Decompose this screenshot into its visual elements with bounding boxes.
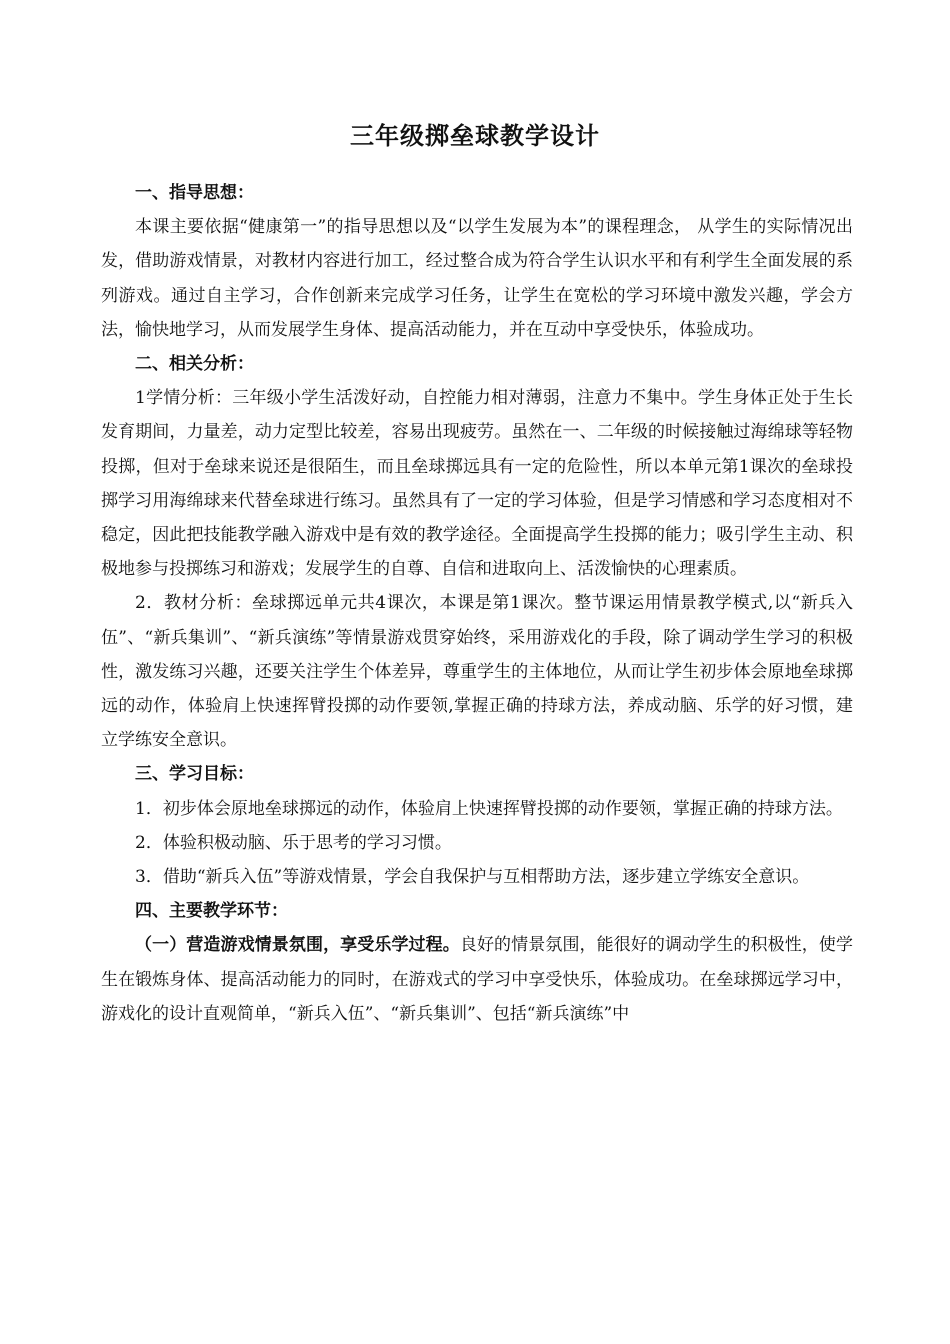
document-title: 三年级掷垒球教学设计 (350, 121, 600, 150)
paragraph-material-analysis: 2．教材分析：垒球掷远单元共4课次，本课是第1课次。整节课运用情景教学模式,以“新兵入伍”、“新兵集训”、“新兵演练”等情景游戏贯穿始终，采用游戏化的手段，除了调动学生学习的积极性，激发练习兴趣，还要关注学生个体差异，尊重学生的主体地位，从而让学生初步体会原地垒球掷远的动作，体验肩上快速挥臂投掷的动作要领,掌握正确的持球方法，养成动脑、乐学的好习惯，建立学练安全意识。 (101, 593, 853, 751)
paragraph-teaching-step-1 (101, 928, 853, 1031)
section-heading-goals: 三、学习目标： (135, 764, 254, 785)
teaching-step-text: 良好的情景氛围，能很好的调动学生的积极性，使学生在锻炼身体、提高活动能力的同时，在游戏式的学习中享受快乐，体验成功。在垒球掷远学习中，游戏化的设计直观简单，“新兵入伍”、“新兵集训”、包括“新兵演练”中 (101, 935, 854, 1024)
document-body (101, 176, 853, 1031)
section-heading-analysis: 二、相关分析： (135, 354, 254, 375)
section-heading-guiding-idea: 一、指导思想： (135, 183, 254, 203)
paragraph-student-analysis: 1学情分析：三年级小学生活泼好动，自控能力相对薄弱，注意力不集中。学生身体正处于生长发育期间，力量差，动力定型比较差，容易出现疲劳。虽然在一、二年级的时候接触过海绵球等轻物投掷，但对于垒球来说还是很陌生，而且垒球掷远具有一定的危险性，所以本单元第1课次的垒球投掷学习用海绵球来代替垒球进行练习。虽然具有了一定的学习体验，但是学习情感和学习态度相对不稳定，因此把技能教学融入游戏中是有效的教学途径。全面提高学生投掷的能力；吸引学生主动、积极地参与投掷练习和游戏；发展学生的自尊、自信和进取向上、活泼愉快的心理素质。 (101, 388, 853, 580)
goal-item-3: 3．借助“新兵入伍”等游戏情景，学会自我保护与互相帮助方法，逐步建立学练安全意识。 (135, 867, 810, 888)
teaching-step-lead: （一）营造游戏情景氛围，享受乐学过程。 (135, 935, 460, 956)
paragraph-guiding-idea: 本课主要依据“健康第一”的指导思想以及“以学生发展为本”的课程理念， 从学生的实际情况出发，借助游戏情景，对教材内容进行加工，经过整合成为符合学生认识水平和有利学生全面发展的系列游戏。通过自主学习，合作创新来完成学习任务，让学生在宽松的学习环境中激发兴趣，学会方法，愉快地学习，从而发展学生身体、提高活动能力，并在互动中享受快乐，体验成功。 (101, 217, 853, 340)
section-heading-teaching-steps: 四、主要教学环节： (135, 901, 288, 922)
goal-item-1: 1．初步体会原地垒球掷远的动作，体验肩上快速挥臂投掷的动作要领，掌握正确的持球方法。 (135, 798, 843, 819)
goal-item-2: 2．体验积极动脑、乐于思考的学习习惯。 (135, 832, 452, 853)
